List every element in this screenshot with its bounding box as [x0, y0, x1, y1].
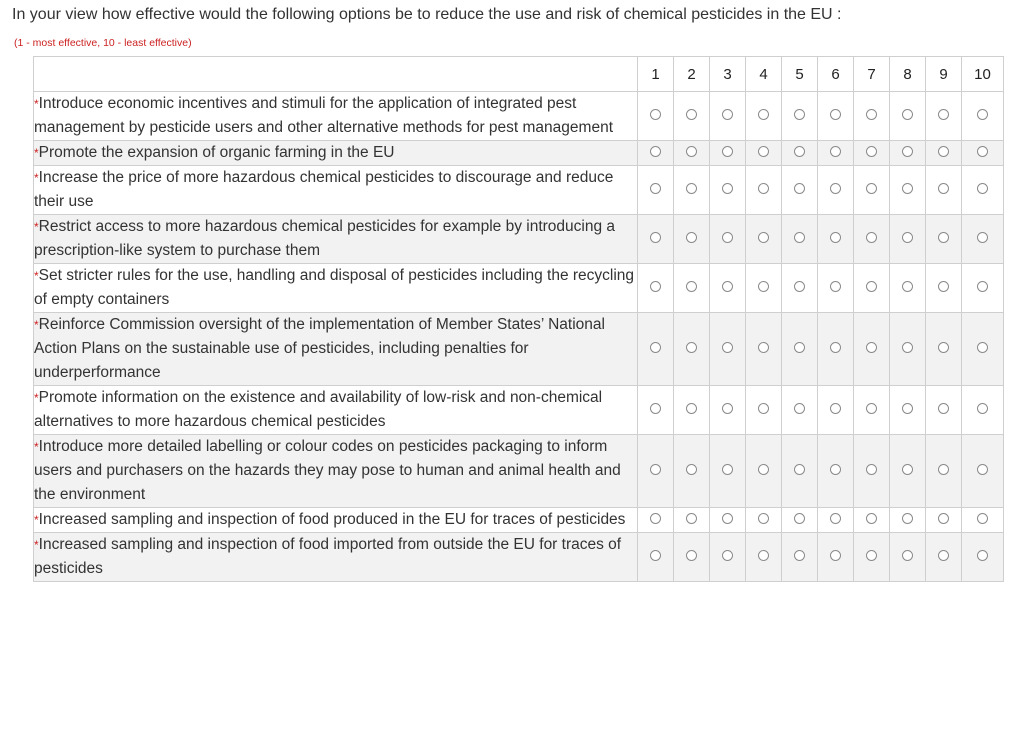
radio-cell[interactable]	[782, 264, 818, 313]
required-marker: *	[34, 220, 39, 234]
radio-cell[interactable]	[746, 166, 782, 215]
scale-header: 5	[782, 57, 818, 92]
rating-radio-6[interactable]	[830, 232, 841, 243]
scale-header: 4	[746, 57, 782, 92]
rating-radio-9[interactable]	[938, 464, 949, 475]
radio-cell[interactable]	[890, 92, 926, 141]
rating-radio-10[interactable]	[977, 146, 988, 157]
radio-cell[interactable]	[782, 166, 818, 215]
option-label: Increased sampling and inspection of food imported from outside the EU for traces of pesticides	[34, 536, 622, 577]
radio-cell[interactable]	[638, 141, 674, 166]
radio-cell[interactable]	[782, 215, 818, 264]
rating-matrix	[33, 56, 1004, 582]
rating-radio-8[interactable]	[902, 342, 913, 353]
radio-cell[interactable]	[890, 533, 926, 582]
scale-header-row	[34, 57, 1004, 92]
radio-cell[interactable]	[962, 215, 1004, 264]
rating-radio-1[interactable]	[650, 550, 661, 561]
radio-cell[interactable]	[746, 435, 782, 508]
rating-radio-9[interactable]	[938, 109, 949, 120]
option-label: Reinforce Commission oversight of the implementation of Member States’ National Action Plans on the sustainable use of pesticides, including penalties for underperformance	[34, 316, 605, 381]
rating-radio-1[interactable]	[650, 403, 661, 414]
radio-cell[interactable]	[962, 435, 1004, 508]
rating-radio-7[interactable]	[866, 281, 877, 292]
radio-cell[interactable]	[710, 435, 746, 508]
option-label: Set stricter rules for the use, handling and disposal of pesticides including the recycling of empty containers	[34, 267, 635, 308]
rating-radio-3[interactable]	[722, 232, 733, 243]
radio-cell[interactable]	[638, 386, 674, 435]
rating-radio-8[interactable]	[902, 513, 913, 524]
rating-radio-4[interactable]	[758, 281, 769, 292]
radio-cell[interactable]	[926, 141, 962, 166]
rating-radio-2[interactable]	[686, 403, 697, 414]
radio-cell[interactable]	[854, 313, 890, 386]
radio-cell[interactable]	[674, 313, 710, 386]
radio-cell[interactable]	[782, 508, 818, 533]
table-row	[34, 166, 1004, 215]
radio-cell[interactable]	[854, 533, 890, 582]
radio-cell[interactable]	[926, 386, 962, 435]
radio-cell[interactable]	[674, 141, 710, 166]
radio-cell[interactable]	[962, 533, 1004, 582]
rating-radio-2[interactable]	[686, 342, 697, 353]
rating-radio-2[interactable]	[686, 464, 697, 475]
option-label-cell	[34, 92, 638, 141]
radio-cell[interactable]	[854, 92, 890, 141]
option-label: Promote the expansion of organic farming in the EU	[38, 144, 395, 161]
option-label-cell	[34, 141, 638, 166]
rating-radio-8[interactable]	[902, 109, 913, 120]
rating-radio-5[interactable]	[794, 281, 805, 292]
radio-cell[interactable]	[818, 264, 854, 313]
rating-radio-5[interactable]	[794, 550, 805, 561]
radio-cell[interactable]	[854, 215, 890, 264]
rating-radio-6[interactable]	[830, 342, 841, 353]
rating-radio-7[interactable]	[866, 513, 877, 524]
rating-radio-10[interactable]	[977, 342, 988, 353]
rating-radio-7[interactable]	[866, 550, 877, 561]
required-marker: *	[34, 269, 39, 283]
rating-radio-7[interactable]	[866, 232, 877, 243]
rating-radio-8[interactable]	[902, 550, 913, 561]
radio-cell[interactable]	[746, 386, 782, 435]
radio-cell[interactable]	[818, 92, 854, 141]
radio-cell[interactable]	[962, 386, 1004, 435]
radio-cell[interactable]	[710, 264, 746, 313]
rating-radio-6[interactable]	[830, 281, 841, 292]
rating-radio-5[interactable]	[794, 183, 805, 194]
option-label-cell	[34, 264, 638, 313]
radio-cell[interactable]	[890, 141, 926, 166]
table-row	[34, 313, 1004, 386]
radio-cell[interactable]	[638, 313, 674, 386]
radio-cell[interactable]	[890, 215, 926, 264]
rating-radio-5[interactable]	[794, 464, 805, 475]
required-marker: *	[34, 513, 39, 527]
rating-radio-5[interactable]	[794, 342, 805, 353]
rating-radio-8[interactable]	[902, 403, 913, 414]
radio-cell[interactable]	[818, 166, 854, 215]
rating-radio-2[interactable]	[686, 550, 697, 561]
radio-cell[interactable]	[926, 264, 962, 313]
rating-radio-1[interactable]	[650, 109, 661, 120]
rating-radio-6[interactable]	[830, 146, 841, 157]
question-title: In your view how effective would the following options be to reduce the use and risk of chemical pesticides in the EU :	[12, 6, 842, 23]
radio-cell[interactable]	[710, 386, 746, 435]
rating-radio-1[interactable]	[650, 232, 661, 243]
radio-cell[interactable]	[710, 141, 746, 166]
rating-radio-3[interactable]	[722, 513, 733, 524]
option-label-cell	[34, 386, 638, 435]
rating-radio-4[interactable]	[758, 550, 769, 561]
rating-radio-4[interactable]	[758, 109, 769, 120]
radio-cell[interactable]	[818, 386, 854, 435]
radio-cell[interactable]	[818, 141, 854, 166]
rating-radio-6[interactable]	[830, 109, 841, 120]
rating-radio-3[interactable]	[722, 550, 733, 561]
rating-radio-2[interactable]	[686, 146, 697, 157]
radio-cell[interactable]	[818, 435, 854, 508]
rating-radio-6[interactable]	[830, 464, 841, 475]
radio-cell[interactable]	[674, 508, 710, 533]
option-label: Increased sampling and inspection of food produced in the EU for traces of pesticides	[38, 511, 626, 528]
rating-radio-9[interactable]	[938, 281, 949, 292]
scale-header: 3	[710, 57, 746, 92]
required-marker: *	[34, 146, 39, 160]
rating-radio-6[interactable]	[830, 183, 841, 194]
required-marker: *	[34, 538, 39, 552]
required-marker: *	[34, 440, 39, 454]
rating-radio-9[interactable]	[938, 232, 949, 243]
option-label-cell	[34, 215, 638, 264]
radio-cell[interactable]	[926, 508, 962, 533]
rating-radio-3[interactable]	[722, 109, 733, 120]
rating-radio-8[interactable]	[902, 146, 913, 157]
radio-cell[interactable]	[638, 435, 674, 508]
rating-radio-10[interactable]	[977, 513, 988, 524]
rating-radio-1[interactable]	[650, 513, 661, 524]
rating-radio-3[interactable]	[722, 281, 733, 292]
table-row	[34, 141, 1004, 166]
radio-cell[interactable]	[782, 313, 818, 386]
rating-radio-1[interactable]	[650, 464, 661, 475]
radio-cell[interactable]	[638, 508, 674, 533]
required-marker: *	[34, 318, 39, 332]
option-label: Increase the price of more hazardous chemical pesticides to discourage and reduce their use	[34, 169, 614, 210]
option-label: Restrict access to more hazardous chemical pesticides for example by introducing a prescription-like system to purchase them	[34, 218, 616, 259]
rating-radio-4[interactable]	[758, 342, 769, 353]
radio-cell[interactable]	[674, 166, 710, 215]
radio-cell[interactable]	[638, 264, 674, 313]
radio-cell[interactable]	[818, 215, 854, 264]
option-label-cell	[34, 313, 638, 386]
header-corner	[34, 57, 638, 92]
scale-header: 7	[854, 57, 890, 92]
rating-radio-10[interactable]	[977, 403, 988, 414]
radio-cell[interactable]	[746, 508, 782, 533]
required-marker: *	[34, 391, 39, 405]
rating-radio-7[interactable]	[866, 403, 877, 414]
radio-cell[interactable]	[854, 166, 890, 215]
rating-radio-2[interactable]	[686, 109, 697, 120]
rating-radio-3[interactable]	[722, 342, 733, 353]
rating-radio-10[interactable]	[977, 232, 988, 243]
rating-radio-9[interactable]	[938, 550, 949, 561]
radio-cell[interactable]	[710, 313, 746, 386]
radio-cell[interactable]	[962, 508, 1004, 533]
table-row	[34, 508, 1004, 533]
rating-radio-3[interactable]	[722, 464, 733, 475]
radio-cell[interactable]	[962, 141, 1004, 166]
radio-cell[interactable]	[638, 92, 674, 141]
rating-radio-5[interactable]	[794, 146, 805, 157]
radio-cell[interactable]	[854, 435, 890, 508]
radio-cell[interactable]	[710, 215, 746, 264]
radio-cell[interactable]	[962, 166, 1004, 215]
radio-cell[interactable]	[854, 264, 890, 313]
radio-cell[interactable]	[890, 166, 926, 215]
scale-header: 1	[638, 57, 674, 92]
radio-cell[interactable]	[746, 141, 782, 166]
rating-radio-8[interactable]	[902, 464, 913, 475]
table-row	[34, 92, 1004, 141]
rating-radio-4[interactable]	[758, 464, 769, 475]
scale-header: 10	[962, 57, 1004, 92]
required-marker: *	[34, 171, 39, 185]
radio-cell[interactable]	[638, 533, 674, 582]
scale-header: 8	[890, 57, 926, 92]
radio-cell[interactable]	[854, 141, 890, 166]
rating-radio-6[interactable]	[830, 550, 841, 561]
rating-radio-9[interactable]	[938, 513, 949, 524]
required-marker: *	[34, 97, 39, 111]
rating-radio-4[interactable]	[758, 403, 769, 414]
radio-cell[interactable]	[710, 533, 746, 582]
radio-cell[interactable]	[710, 92, 746, 141]
radio-cell[interactable]	[782, 435, 818, 508]
radio-cell[interactable]	[674, 533, 710, 582]
radio-cell[interactable]	[962, 264, 1004, 313]
rating-radio-7[interactable]	[866, 342, 877, 353]
radio-cell[interactable]	[818, 508, 854, 533]
rating-radio-9[interactable]	[938, 403, 949, 414]
radio-cell[interactable]	[926, 435, 962, 508]
rating-radio-2[interactable]	[686, 183, 697, 194]
radio-cell[interactable]	[746, 92, 782, 141]
rating-radio-3[interactable]	[722, 146, 733, 157]
radio-cell[interactable]	[854, 386, 890, 435]
radio-cell[interactable]	[890, 386, 926, 435]
rating-radio-1[interactable]	[650, 183, 661, 194]
radio-cell[interactable]	[962, 92, 1004, 141]
rating-radio-10[interactable]	[977, 281, 988, 292]
radio-cell[interactable]	[782, 92, 818, 141]
radio-cell[interactable]	[746, 533, 782, 582]
rating-radio-2[interactable]	[686, 232, 697, 243]
radio-cell[interactable]	[674, 386, 710, 435]
rating-radio-10[interactable]	[977, 109, 988, 120]
option-label-cell	[34, 435, 638, 508]
radio-cell[interactable]	[926, 215, 962, 264]
rating-radio-8[interactable]	[902, 232, 913, 243]
option-label: Introduce economic incentives and stimuli for the application of integrated pest management by pesticide users and other alternative methods for pest management	[34, 95, 613, 136]
rating-radio-5[interactable]	[794, 109, 805, 120]
table-row	[34, 533, 1004, 582]
rating-radio-10[interactable]	[977, 464, 988, 475]
radio-cell[interactable]	[674, 435, 710, 508]
radio-cell[interactable]	[962, 313, 1004, 386]
rating-radio-7[interactable]	[866, 183, 877, 194]
rating-radio-6[interactable]	[830, 513, 841, 524]
radio-cell[interactable]	[638, 215, 674, 264]
rating-radio-4[interactable]	[758, 232, 769, 243]
rating-radio-7[interactable]	[866, 109, 877, 120]
option-label: Promote information on the existence and availability of low-risk and non-chemical alternatives to more hazardous chemical pesticides	[34, 389, 603, 430]
radio-cell[interactable]	[890, 508, 926, 533]
rating-radio-1[interactable]	[650, 281, 661, 292]
radio-cell[interactable]	[674, 215, 710, 264]
rating-radio-4[interactable]	[758, 513, 769, 524]
radio-cell[interactable]	[782, 533, 818, 582]
table-row	[34, 215, 1004, 264]
table-row	[34, 264, 1004, 313]
scale-header: 2	[674, 57, 710, 92]
rating-radio-1[interactable]	[650, 146, 661, 157]
radio-cell[interactable]	[674, 92, 710, 141]
table-row	[34, 435, 1004, 508]
radio-cell[interactable]	[926, 313, 962, 386]
radio-cell[interactable]	[854, 508, 890, 533]
option-label-cell	[34, 533, 638, 582]
rating-radio-1[interactable]	[650, 342, 661, 353]
radio-cell[interactable]	[674, 264, 710, 313]
rating-radio-2[interactable]	[686, 513, 697, 524]
radio-cell[interactable]	[782, 386, 818, 435]
rating-radio-8[interactable]	[902, 183, 913, 194]
rating-radio-4[interactable]	[758, 146, 769, 157]
radio-cell[interactable]	[746, 215, 782, 264]
rating-radio-7[interactable]	[866, 464, 877, 475]
radio-cell[interactable]	[890, 313, 926, 386]
table-row	[34, 386, 1004, 435]
rating-radio-5[interactable]	[794, 403, 805, 414]
rating-radio-5[interactable]	[794, 232, 805, 243]
scale-hint: (1 - most effective, 10 - least effective)	[14, 37, 192, 49]
radio-cell[interactable]	[926, 533, 962, 582]
rating-radio-5[interactable]	[794, 513, 805, 524]
radio-cell[interactable]	[746, 264, 782, 313]
radio-cell[interactable]	[890, 435, 926, 508]
rating-radio-3[interactable]	[722, 403, 733, 414]
rating-radio-10[interactable]	[977, 550, 988, 561]
option-label-cell	[34, 166, 638, 215]
rating-radio-9[interactable]	[938, 146, 949, 157]
radio-cell[interactable]	[926, 166, 962, 215]
option-label-cell	[34, 508, 638, 533]
rating-radio-3[interactable]	[722, 183, 733, 194]
option-label: Introduce more detailed labelling or colour codes on pesticides packaging to inform users and purchasers on the hazards they may pose to human and animal health and the environment	[34, 438, 621, 503]
rating-radio-2[interactable]	[686, 281, 697, 292]
scale-header: 6	[818, 57, 854, 92]
rating-radio-9[interactable]	[938, 342, 949, 353]
rating-radio-8[interactable]	[902, 281, 913, 292]
rating-radio-9[interactable]	[938, 183, 949, 194]
radio-cell[interactable]	[818, 533, 854, 582]
radio-cell[interactable]	[890, 264, 926, 313]
radio-cell[interactable]	[926, 92, 962, 141]
radio-cell[interactable]	[638, 166, 674, 215]
scale-header: 9	[926, 57, 962, 92]
rating-radio-4[interactable]	[758, 183, 769, 194]
rating-radio-6[interactable]	[830, 403, 841, 414]
radio-cell[interactable]	[746, 313, 782, 386]
rating-radio-10[interactable]	[977, 183, 988, 194]
radio-cell[interactable]	[782, 141, 818, 166]
radio-cell[interactable]	[710, 166, 746, 215]
rating-radio-7[interactable]	[866, 146, 877, 157]
radio-cell[interactable]	[710, 508, 746, 533]
radio-cell[interactable]	[818, 313, 854, 386]
